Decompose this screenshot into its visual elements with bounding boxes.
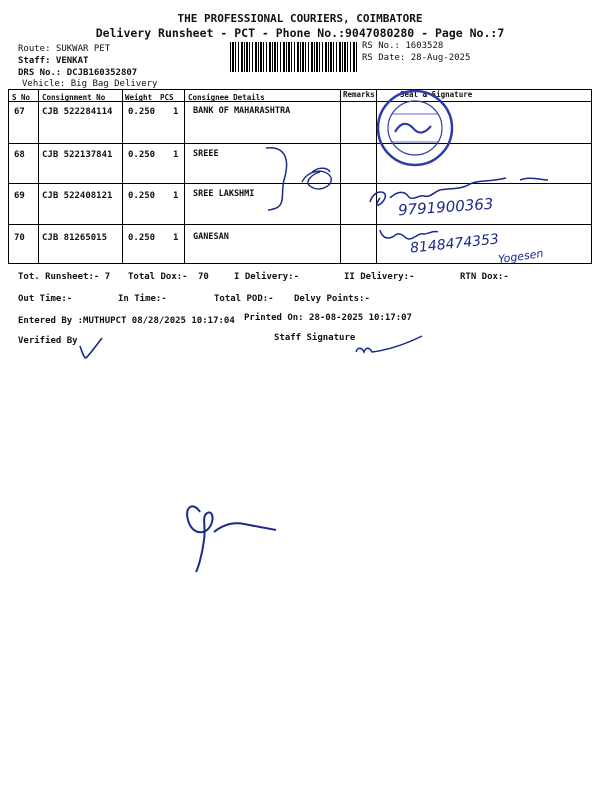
printed-on: Printed On: 28-08-2025 10:17:07 xyxy=(244,313,412,323)
col-header-sno: S No xyxy=(12,93,31,102)
ii-delivery: II Delivery:- xyxy=(344,272,415,282)
handwritten-name: Yogesen xyxy=(497,246,545,267)
handwritten-phone-2: 8148474353 xyxy=(409,231,500,257)
out-time: Out Time:- xyxy=(18,294,73,304)
cell-consignment: CJB 81265015 xyxy=(42,233,108,243)
round-stamp-icon xyxy=(378,91,452,165)
cell-consignment: CJB 522284114 xyxy=(42,107,113,117)
runsheet-title: Delivery Runsheet - PCT - Phone No.:9047080280 - Page No.:7 xyxy=(95,26,505,40)
cell-weight: 0.250 xyxy=(128,107,156,117)
cell-weight: 0.250 xyxy=(128,191,156,201)
col-header-consignee: Consignee Details xyxy=(188,93,265,102)
drs-text: DRS No.: DCJB160352807 xyxy=(18,68,138,78)
delvy-points: Delvy Points:- xyxy=(294,294,370,304)
cell-sno: 69 xyxy=(14,191,25,201)
col-header-seal: Seal & Signature xyxy=(400,90,473,99)
route-text: Route: SUKWAR PET xyxy=(18,44,111,54)
total-runsheet: Tot. Runsheet:- 7 xyxy=(18,272,111,282)
cell-weight: 0.250 xyxy=(128,150,156,160)
verified-by-label: Verified By xyxy=(18,336,78,346)
total-pod: Total POD:- xyxy=(214,294,274,304)
in-time: In Time:- xyxy=(118,294,167,304)
entered-by: Entered By :MUTHUPCT 08/28/2025 10:17:04 xyxy=(18,316,235,326)
col-header-remarks: Remarks xyxy=(343,90,375,99)
handwritten-phone-1: 9791900363 xyxy=(397,194,494,220)
staff-signature-label: Staff Signature xyxy=(274,333,356,343)
cell-sno: 68 xyxy=(14,150,25,160)
cell-sno: 70 xyxy=(14,233,25,243)
rtn-dox: RTN Dox:- xyxy=(460,272,509,282)
cell-pcs: 1 xyxy=(173,150,179,160)
cell-consignee: SREE LAKSHMI xyxy=(193,189,255,199)
cell-consignment: CJB 522137841 xyxy=(42,150,113,160)
i-delivery: I Delivery:- xyxy=(234,272,300,282)
staff-text: Staff: VENKAT xyxy=(18,56,89,66)
company-title: THE PROFESSIONAL COURIERS, COIMBATORE xyxy=(177,12,423,25)
rs-number: RS No.: 1603528 xyxy=(362,41,444,51)
cell-pcs: 1 xyxy=(173,191,179,201)
cell-consignment: CJB 522408121 xyxy=(42,191,113,201)
cell-consignee: SREEE xyxy=(193,149,219,159)
col-header-pcs: PCS xyxy=(160,93,174,102)
rs-date: RS Date: 28-Aug-2025 xyxy=(362,53,471,63)
total-dox-value: 70 xyxy=(198,272,209,282)
col-header-weight: Weight xyxy=(125,93,153,102)
cell-consignee: BANK OF MAHARASHTRA xyxy=(193,106,291,116)
cell-consignee: GANESAN xyxy=(193,232,229,242)
col-header-consignment: Consignment No xyxy=(42,93,106,102)
cell-weight: 0.250 xyxy=(128,233,156,243)
cell-pcs: 1 xyxy=(173,107,179,117)
cell-sno: 67 xyxy=(14,107,25,117)
total-dox-label: Total Dox:- xyxy=(128,272,188,282)
vehicle-text: Vehicle: Big Bag Delivery xyxy=(22,79,158,89)
cell-pcs: 1 xyxy=(173,233,179,243)
